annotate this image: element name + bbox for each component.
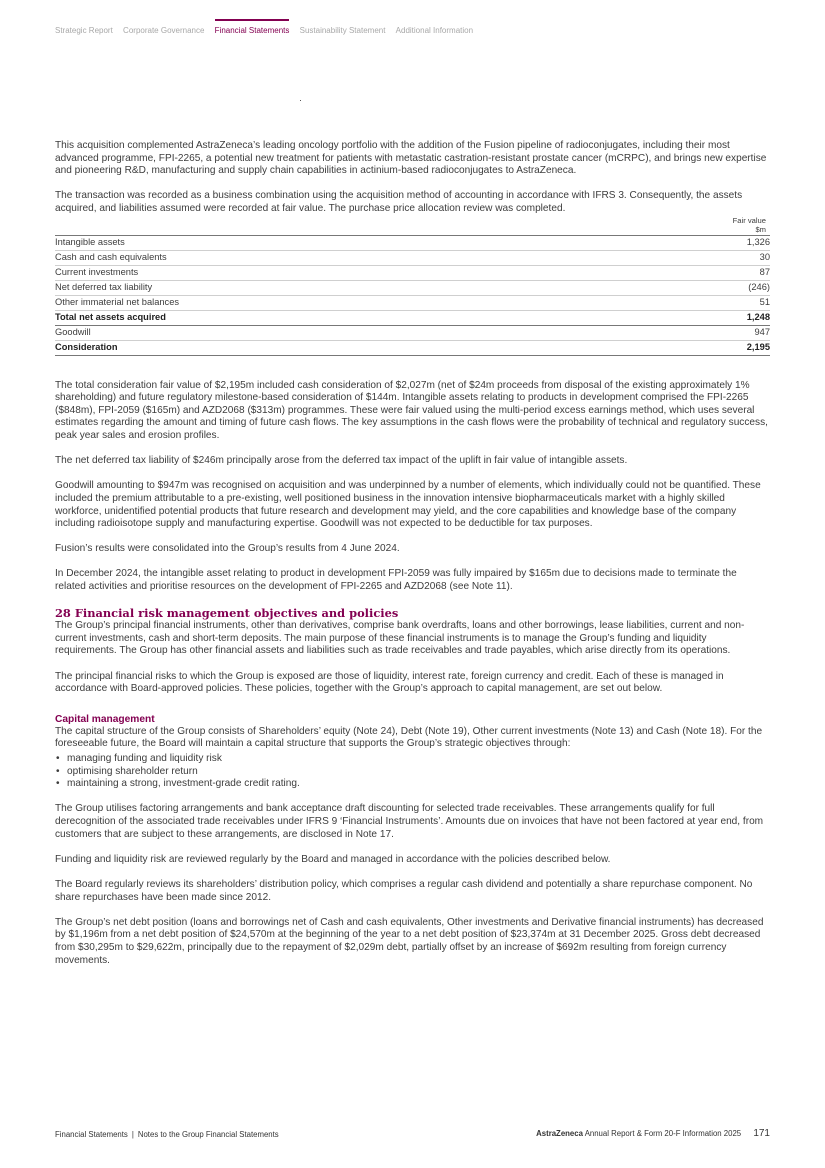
nav-additional-information[interactable]: Additional Information [395,26,474,35]
header-unit: $m [755,224,766,234]
footer-report-info [536,1128,770,1139]
nav-sustainability-statement[interactable]: Sustainability Statement [299,26,386,35]
body-paragraph-consolidation: Fusion’s results were consolidated into the Group’s results from 4 June 2024. [55,543,400,555]
list-item: • managing funding and liquidity risk [67,753,770,766]
nav-strategic-report[interactable]: Strategic Report [55,26,113,35]
footer-breadcrumb [55,1130,279,1139]
row-value: 51 [657,295,770,310]
capital-paragraph-distribution: The Board regularly reviews its shareholders’ distribution policy, which comprises a regular cash dividend and potentially a share repurchase component. No share repurchases have been made since 2012. [55,878,753,903]
table-row-total [55,340,770,355]
list-item: • maintaining a strong, investment-grade credit rating. [67,778,770,791]
list-item: • optimising shareholder return [67,766,770,779]
body-paragraph-consideration: The total consideration fair value of $2,195m included cash consideration of $2,027m (net of $24m proceeds from disposal of the existing approximately 1% shareholding) and future regulatory milestone-based consideration of $144m. Intangible assets relating to products in development comprised the FPI-2265 ($848m), FPI-2059 ($165m) and AZD2068 ($313m) programmes. These were fair valued using the multi-period excess earnings method, which uses several estimates regarding the amount and timing of future cash flows. The key assumptions in the cash flows were the probability of technical and regulatory success, peak year sales and erosion profiles. [55,379,768,441]
fair-value-header [55,216,770,236]
footer-separator: | [131,1130,134,1139]
row-label: Net deferred tax liability [55,280,657,295]
stray-mark [300,100,301,101]
capital-paragraph-liquidity: Funding and liquidity risk are reviewed regularly by the Board and managed in accordance with the policies described below. [55,853,611,865]
top-navigation [55,26,481,35]
row-label: Total net assets acquired [55,310,657,325]
row-label: Other immaterial net balances [55,295,657,310]
footer-section[interactable]: Financial Statements [55,1130,128,1139]
intro-paragraph-1: This acquisition complemented AstraZeneca’s leading oncology portfolio with the addition of the Fusion pipeline of radioconjugates, including their most advanced programme, FPI-2265, a potential new treatment for patients with metastatic castration-resistant prostate cancer (mCRPC), and brings new expertise and pioneering R&D, manufacturing and supply chain capabilities in actinium-based radioconjugates to AstraZeneca. [55,140,767,177]
section-heading-28: 28 Financial risk management objectives and policies [55,606,399,621]
header-fair-value: Fair value [732,215,766,225]
row-label: Cash and cash equivalents [55,250,657,265]
table-row [55,295,770,310]
section28-paragraph-1: The Group’s principal financial instruments, other than derivatives, comprise bank overdrafts, loans and other borrowings, lease liabilities, current and non-current investments, cash and short-term deposits. The main purpose of these financial instruments is to manage the Group’s funding and liquidity requirements. The Group has other financial assets and liabilities such as trade receivables and trade payables, which arise directly from its operations. [55,620,745,657]
row-label: Consideration [55,340,657,355]
table-row [55,265,770,280]
capital-objectives-list [55,753,770,791]
row-value: 1,248 [657,310,770,325]
capital-paragraph-factoring: The Group utilises factoring arrangements and bank acceptance draft discounting for selected trade receivables. These arrangements qualify for full derecognition of the associated trade receivables under IFRS 9 ‘Financial Instruments’. Amounts due on invoices that have not been factored at year end, from customers that are subject to these arrangements, are disclosed in Note 17. [55,803,764,840]
footer-brand: AstraZeneca [536,1129,583,1138]
body-paragraph-impairment: In December 2024, the intangible asset relating to product in development FPI-2059 was fully impaired by $165m due to decisions made to terminate the related activities and prioritise resources on the development of FPI-2265 and AZD2068 (see Note 11). [55,568,737,593]
row-value: 30 [657,250,770,265]
section28-paragraph-2: The principal financial risks to which the Group is exposed are those of liquidity, interest rate, foreign currency and credit. Each of these is managed in accordance with Board-approved policies. These policies, together with the Group’s approach to capital management, are set out below. [55,670,724,695]
body-paragraph-goodwill: Goodwill amounting to $947m was recognised on acquisition and was underpinned by a number of elements, which individually could not be quantified. These included the premium attributable to a pre-existing, well positioned business in the innovation intensive biopharmaceuticals market with a highly skilled workforce, unidentified potential products that future research and development may yield, and the core capabilities and knowledge base of the company including radioisotope supply and manufacturing expertise. Goodwill was not expected to be deductible for tax purposes. [55,480,761,530]
row-value: 2,195 [657,340,770,355]
row-label: Goodwill [55,325,657,340]
capital-paragraph-1: The capital structure of the Group consists of Shareholders’ equity (Note 24), Debt (Note 19), Other current investments (Note 13) and Cash (Note 18). For the foreseeable future, the Board will maintain a capital structure that supports the Group’s strategic objectives through: [55,725,763,750]
capital-paragraph-net-debt: The Group’s net debt position (loans and borrowings net of Cash and cash equivalents, Other investments and Derivative financial instruments) has decreased by $1,196m from a net debt position of $24,570m at the beginning of the year to a net debt position of $23,374m at 31 December 2025. Gross debt decreased from $30,295m to $29,622m, principally due to the repayment of $2,029m debt, partially offset by an increase of $692m resulting from foreign currency movements. [55,916,764,966]
intro-paragraph-2: The transaction was recorded as a business combination using the acquisition method of accounting in accordance with IFRS 3. Consequently, the assets acquired, and liabilities assumed were recorded at fair value. The purchase price allocation review was completed. [55,190,743,214]
row-value: (246) [657,280,770,295]
row-value: 1,326 [657,235,770,250]
table-row-total [55,310,770,325]
row-value: 87 [657,265,770,280]
row-label: Intangible assets [55,235,657,250]
table-row [55,250,770,265]
nav-corporate-governance[interactable]: Corporate Governance [123,26,205,35]
table-row [55,235,770,250]
body-paragraph-deferred-tax: The net deferred tax liability of $246m principally arose from the deferred tax impact of the uplift in fair value of intangible assets. [55,455,628,467]
row-value: 947 [657,325,770,340]
footer-subsection[interactable]: Notes to the Group Financial Statements [137,1130,279,1139]
row-label: Current investments [55,265,657,280]
capital-management-heading: Capital management [55,713,155,725]
page-number: 171 [753,1128,770,1139]
fair-value-table [55,216,770,356]
footer-report-title: Annual Report & Form 20-F Information 2025 [584,1129,742,1138]
nav-financial-statements[interactable]: Financial Statements [214,26,290,35]
table-row [55,325,770,340]
table-row [55,280,770,295]
main-content [55,140,770,980]
